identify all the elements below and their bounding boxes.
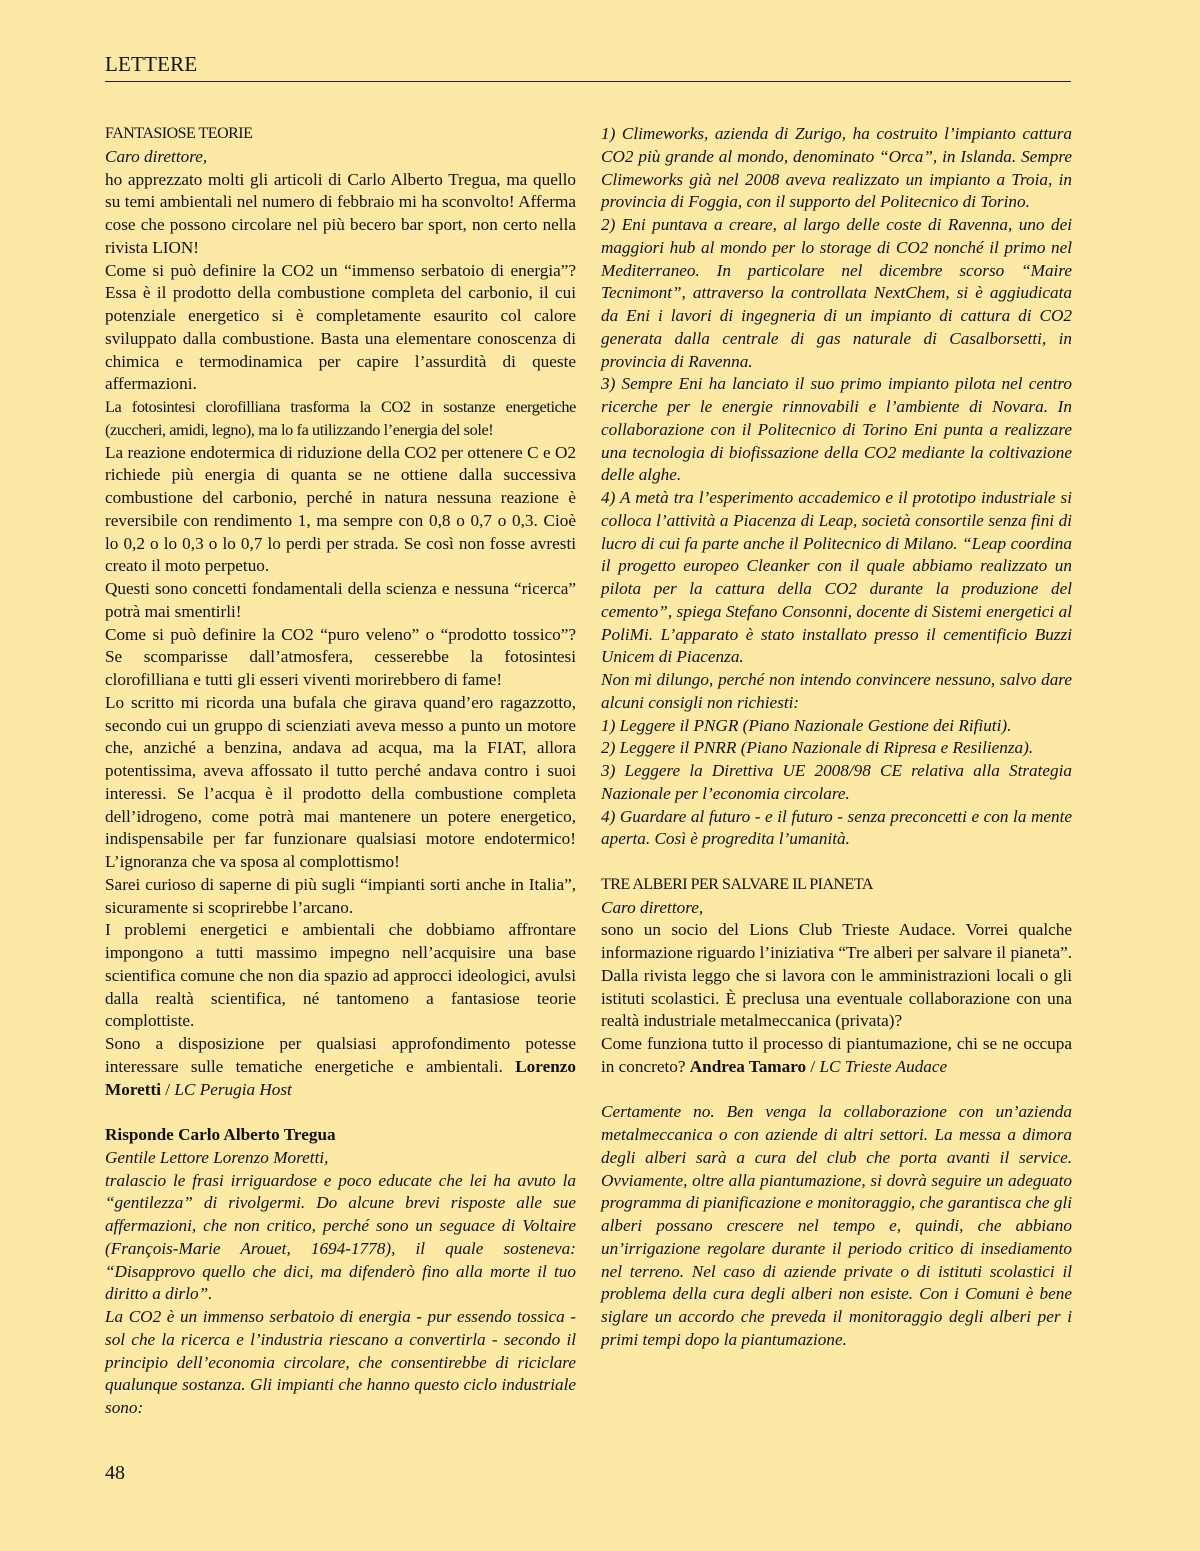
reply1-advice-item: 4) Guardare al futuro - e il futuro - senza preconcetti e con la mente aperta. Così è progredita l’umanità. [601, 806, 1072, 849]
reply1-title: Risponde Carlo Alberto Tregua [105, 1125, 336, 1144]
letter2-paragraph: sono un socio del Lions Club Trieste Audace. Vorrei qualche informazione riguardo l’iniziativa “Tre alberi per salvare il pianeta”. Dalla rivista leggo che si lavora con le amministrazioni locali o gli istituti scolastici. È preclusa una eventuale collaborazione con una realtà industriale metalmeccanica (privata)? [601, 920, 1072, 1031]
letter1-paragraph: La fotosintesi clorofilliana trasforma la CO2 in sostanze energetiche (zuccheri, amidi, legno), ma lo fa utilizzando l’energia del sole! [105, 397, 576, 439]
letter1-paragraph: Sarei curioso di saperne di più sugli “impianti sorti anche in Italia”, sicuramente si scoprirebbe l’arcano. [105, 874, 576, 917]
right-column [601, 123, 1072, 1352]
letter2-title: TRE ALBERI PER SALVARE IL PIANETA [601, 875, 873, 893]
letter1-closing-text: Sono a disposizione per qualsiasi approfondimento potesse interessare sulle tematiche energetiche e ambientali. [105, 1034, 576, 1076]
letter2-closing-text: Come funziona tutto il processo di piantumazione, chi se ne occupa in concreto? [601, 1034, 1072, 1076]
letter2-separator: / [810, 1056, 816, 1076]
reply1-list-item: 2) Eni puntava a creare, al largo delle coste di Ravenna, uno dei maggiori hub al mondo per lo storage di CO2 nonché il primo nel Mediterraneo. In particolare nel dicembre scorso “Maire Tecnimont”, attraverso la controllata NextChem, si è aggiudicata da Eni i lavori di ingegneria di un impianto di cattura di CO2 generata dalla centrale di gas naturale di Casalborsetti, in provincia di Ravenna. [601, 215, 1072, 371]
reply1-list-item: 1) Climeworks, azienda di Zurigo, ha costruito l’impianto cattura CO2 più grande al mondo, denominato “Orca”, in Islanda. Sempre Climeworks già nel 2008 aveva realizzato un impianto a Troia, in provincia di Foggia, con il supporto del Politecnico di Torino. [601, 124, 1072, 212]
letter1-paragraph: Come si può definire la CO2 un “immenso serbatoio di energia”? Essa è il prodotto della combustione completa del carbonio, il cui potenziale energetico si è completamente esaurito col calore sviluppato dalla combustione. Basta una elementare conoscenza di chimica e termodinamica per capire l’assurdità di queste affermazioni. [105, 260, 576, 394]
page-header [105, 52, 1071, 82]
reply1-advice-item: 3) Leggere la Direttiva UE 2008/98 CE relativa alla Strategia Nazionale per l’economia circolare. [601, 761, 1072, 803]
reply1-paragraph: La CO2 è un immenso serbatoio di energia - pur essendo tossica - sol che la ricerca e l’industria riescano a convertirla - secondo il principio dell’economia circolare, che consentirebbe di riciclare qualunque sostanza. Gli impianti che hanno questo ciclo industriale sono: [105, 1307, 576, 1417]
letter1-paragraph: Come si può definire la CO2 “puro veleno” o “prodotto tossico”? Se scomparisse dall’atmosfera, cesserebbe la fotosintesi clorofilliana e tutti gli esseri viventi morirebbero di fame! [105, 624, 576, 689]
reply1-salutation: Gentile Lettore Lorenzo Moretti, [105, 1147, 329, 1167]
letter2-club: LC Trieste Audace [819, 1056, 948, 1076]
reply1-paragraph: tralascio le frasi irriguardose e poco educate che lei ha avuto la “gentilezza” di rivolgermi. Do alcune brevi risposte alle sue affermazioni, che non critico, perché sono un seguace di Voltaire (François-Marie Arouet, 1694-1778), il quale sosteneva: “Disapprovo quello che dici, ma difenderò fino alla morte il tuo diritto a dirlo”. [105, 1170, 576, 1304]
left-column [105, 123, 576, 1420]
letter1-separator: / [165, 1079, 171, 1099]
letter2-closing [601, 1033, 1072, 1079]
letter1-paragraph: Lo scritto mi ricorda una bufala che girava quand’ero ragazzotto, secondo cui un gruppo di scienziati aveva messo a punto un motore che, anziché a benzina, andava ad acqua, ma la FIAT, allora potentissima, aveva affossato il tutto perché andava contro i suoi interessi. Se l’acqua è il prodotto della combustione completa dell’idrogeno, come potrà mai mantenere un potere energetico, indispensabile per far funzionare qualsiasi motore endotermico! L’ignoranza che va sposa al complottismo! [105, 692, 576, 871]
letter1-paragraph: I problemi energetici e ambientali che dobbiamo affrontare impongono a tutti massimo impegno nell’acquisire una base scientifica comune che non dia spazio ad approcci ideologici, avulsi dalla realtà scientifica, né tantomeno a fantasiose teorie complottiste. [105, 920, 576, 1031]
reply1-list-item: 4) A metà tra l’esperimento accademico e il prototipo industriale si colloca l’attività a Piacenza di Leap, società consortile senza fini di lucro di cui fa parte anche il Politecnico di Milano. “Leap coordina il progetto europeo Cleanker con il quale abbiamo realizzato un pilota per la cattura della CO2 durante la produzione del cemento”, spiega Stefano Consonni, docente di Sistemi energetici al PoliMi. L’apparato è stato installato presso il cementificio Buzzi Unicem di Piacenza. [601, 488, 1072, 667]
letter1-author: Lorenzo Moretti [105, 1056, 577, 1099]
reply1-paragraph: Non mi dilungo, perché non intendo convincere nessuno, salvo dare alcuni consigli non richiesti: [601, 670, 1072, 712]
reply1-advice-item: 2) Leggere il PNRR (Piano Nazionale di Ripresa e Resilienza). [601, 738, 1034, 758]
section-title-lettere: LETTERE [105, 52, 198, 76]
reply1-advice-item: 1) Leggere il PNGR (Piano Nazionale Gestione dei Rifiuti). [601, 715, 1012, 735]
letter1-paragraph: Questi sono concetti fondamentali della scienza e nessuna “ricerca” potrà mai smentirli! [105, 579, 576, 621]
letter1-paragraph: La reazione endotermica di riduzione della CO2 per ottenere C e O2 richiede più energia di quanta se ne ottiene dalla successiva combustione del carbonio, perché in natura nessuna reazione è reversibile con rendimento 1, ma sempre con 0,8 o 0,7 o 0,3. Cioè lo 0,2 o lo 0,3 o lo 0,7 lo perdi per strada. Se così non fosse avresti creato il moto perpetuo. [105, 442, 576, 576]
letter1-paragraph: ho apprezzato molti gli articoli di Carlo Alberto Tregua, ma quello su temi ambientali nel numero di febbraio mi ha sconvolto! Afferma cose che possono circolare nel più becero bar sport, non certo nella rivista LION! [105, 169, 576, 257]
letter1-closing [105, 1033, 576, 1101]
letter2-author: Andrea Tamaro [689, 1056, 807, 1076]
letter1-salutation: Caro direttore, [105, 146, 208, 166]
letter2-salutation: Caro direttore, [601, 897, 704, 917]
reply2-text: Certamente no. Ben venga la collaborazione con un’azienda metalmeccanica o con aziende di altri settori. La messa a dimora degli alberi sarà a cura del club che porta avanti il service. Ovviamente, oltre alla piantumazione, si dovrà seguire un adeguato programma di pianificazione e monitoraggio, che garantisca che gli alberi possano crescere nel tempo e, quindi, che abbiano un’irrigazione regolare durante il periodo critico di insediamento nel terreno. Nel caso di aziende private o di istituti scolastici il problema della cura degli alberi non esiste. Con i Comuni è bene siglare un accordo che preveda il monitoraggio degli alberi per i primi tempi dopo la piantumazione. [601, 1102, 1072, 1349]
reply1-list-item: 3) Sempre Eni ha lanciato il suo primo impianto pilota nel centro ricerche per le energie rinnovabili e l’ambiente di Novara. In collaborazione con il Politecnico di Torino Eni punta a realizzare una tecnologia di biofissazione della CO2 mediante la coltivazione delle alghe. [601, 374, 1072, 485]
letter1-title: FANTASIOSE TEORIE [105, 125, 253, 142]
page-number: 48 [105, 1462, 125, 1484]
letter1-club: LC Perugia Host [174, 1079, 292, 1099]
